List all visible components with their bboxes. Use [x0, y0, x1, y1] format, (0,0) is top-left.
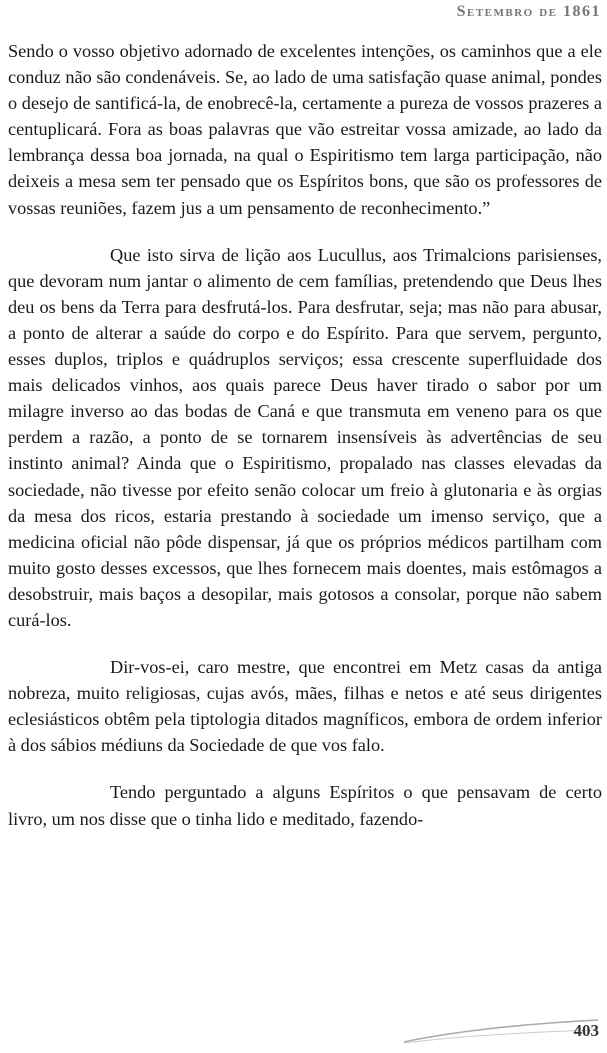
- body-text: [8, 38, 602, 832]
- running-header: Setembro de 1861: [456, 3, 601, 20]
- page-number: 403: [573, 1021, 599, 1040]
- paragraph-3: Dir-vos-ei, caro mestre, que encontrei em Metz casas da antiga nobreza, muito religiosas, cujas avós, mães, filhas e netos e até seus dirigentes eclesiásticos obtêm pela tiptologia ditados magníficos, embora de ordem inferior à dos sábios médiuns da Sociedade de que vos falo.: [8, 657, 602, 756]
- paragraph-4: Tendo perguntado a alguns Espíritos o que pensavam de certo livro, um nos disse que o tinha lido e meditado, fazendo-: [8, 782, 602, 829]
- footer-swoosh-ornament: [400, 1014, 600, 1046]
- paragraph-2: Que isto sirva de lição aos Lucullus, aos Trimalcions parisienses, que devoram num jantar o alimento de cem famílias, pretendendo que Deus lhes deu os bens da Terra para desfrutá-los. Para desfrutar, seja; mas não para abusar, a ponto de alterar a saúde do corpo e do Espírito. Para que servem, pergunto, esses duplos, triplos e quádruplos serviços; essa crescente superfluidade dos mais delicados vinhos, aos quais parece Deus haver tirado o sabor por um milagre inverso ao das bodas de Caná e que transmuta em veneno para os que perdem a razão, a ponto de se tornarem insensíveis às advertências de seu instinto animal? Ainda que o Espiritismo, propalado nas classes elevadas da sociedade, não tivesse por efeito senão colocar um freio à glutonaria e às orgias da mesa dos ricos, estaria prestando à sociedade um imenso serviço, que a medicina oficial não pôde dispensar, já que os próprios médicos partilham com muito gosto desses excessos, que lhes fornecem mais doentes, mais estômagos a desobstruir, mais baços a desopilar, mais gotosos a consolar, porque não sabem curá-los.: [8, 244, 602, 630]
- paragraph-1: Sendo o vosso objetivo adornado de excelentes intenções, os caminhos que a ele conduz não são condenáveis. Se, ao lado de uma satisfação quase animal, pondes o desejo de santificá-la, de enobrecê-la, certamente a pureza de vossos prazeres a centuplicará. Fora as boas palavras que vão estreitar vossa amizade, ao lado da lembrança dessa boa jornada, na qual o Espiritismo tem larga participação, não deixeis a mesa sem ter pensado que os Espíritos bons, que são os professores de vossas reuniões, fazem jus a um pensamento de reconhecimento.”: [8, 41, 602, 218]
